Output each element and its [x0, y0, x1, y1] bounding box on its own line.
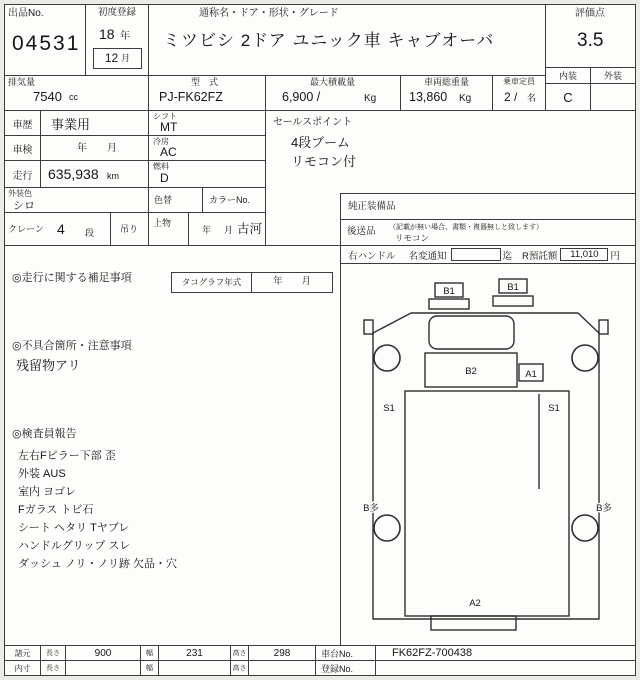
- mileage-note-label: ◎走行に関する補足事項: [12, 272, 132, 284]
- model-code-value: PJ-FK62FZ: [159, 90, 223, 104]
- registration-number-label: 登録No.: [321, 663, 354, 674]
- hoist-cell: [110, 212, 148, 245]
- sales-point-label: セールスポイント: [273, 117, 353, 128]
- genuine-equipment-label: 純正装備品: [348, 201, 396, 212]
- a1-label: A1: [525, 369, 537, 380]
- inner-height-label: 高さ: [232, 665, 247, 672]
- exterior-grade-cell: [590, 83, 635, 110]
- inspector-item: 外装 AUS: [18, 468, 66, 480]
- b-many-right-label: B多: [596, 503, 612, 514]
- chassis-label-cell: [315, 645, 375, 660]
- truck-top-view-diagram: [341, 264, 635, 645]
- inspection-label-cell: [5, 135, 40, 160]
- windshield: [429, 316, 514, 349]
- registration-value-cell: [375, 660, 635, 675]
- chassis-value-cell: [375, 645, 635, 660]
- inner-width-label: 幅: [146, 665, 153, 672]
- history-label-cell: [5, 110, 40, 135]
- shift-label: シフト: [153, 112, 177, 121]
- later-items-value: リモコン: [395, 233, 430, 243]
- mirror-right: [599, 320, 608, 334]
- later-items-label: 後送品: [347, 226, 376, 237]
- width-value-cell: [158, 645, 230, 660]
- handle-deposit-row: [340, 245, 635, 263]
- inspection-label: 車検: [12, 144, 33, 156]
- grade-value: 3.5: [577, 30, 604, 51]
- body-year-label: 年: [202, 225, 212, 235]
- first-registration-year: 18: [99, 26, 115, 42]
- crane-value: 4: [57, 221, 65, 237]
- inspector-item: 室内 ヨゴレ: [18, 486, 77, 498]
- wheel-rear-left: [374, 515, 400, 541]
- wheel-front-left: [374, 345, 400, 371]
- lot-number-label: 出品No.: [8, 8, 44, 19]
- s1-left-label: S1: [383, 403, 395, 414]
- inspection-value: 年 月: [77, 143, 117, 154]
- length-label: 長さ: [46, 650, 60, 657]
- model-code-label: 型 式: [191, 77, 219, 87]
- width-label-cell: [140, 645, 158, 660]
- b1-left-label: B1: [443, 286, 455, 297]
- a2-label: A2: [469, 598, 481, 609]
- notes-region: [5, 245, 340, 645]
- deposit-value: 11,010: [570, 249, 599, 260]
- grade-cell: [545, 5, 635, 67]
- capacity-label: 乗車定員: [503, 77, 535, 86]
- shift-value: MT: [160, 120, 178, 134]
- width-label: 幅: [146, 650, 153, 657]
- history-value-cell: [40, 110, 148, 135]
- later-items-cell: [340, 219, 635, 245]
- displacement-unit: cc: [69, 92, 78, 102]
- height-value: 298: [273, 647, 291, 659]
- exterior-color-value: シロ: [13, 200, 35, 212]
- sales-point-line-1: 4段ブーム: [291, 135, 350, 150]
- vehicle-name-value: ミツビシ 2ドア ユニック車 キャブオーバ: [163, 31, 495, 50]
- defects-value: 残留物アリ: [16, 358, 81, 373]
- registration-label-cell: [315, 660, 375, 675]
- first-registration-cell: [85, 5, 148, 75]
- max-load-label: 最大積載量: [310, 77, 356, 87]
- interior-header-cell: [545, 67, 590, 83]
- deposit-unit: 円: [610, 250, 620, 262]
- first-registration-month: 12: [104, 50, 119, 65]
- history-value: 事業用: [51, 116, 91, 132]
- capacity-value: 2 /: [504, 90, 518, 104]
- handle-position-label: 右ハンドル: [348, 250, 396, 262]
- gross-weight-cell: [400, 75, 492, 110]
- crane-cell: [5, 212, 110, 245]
- ac-value: AC: [160, 145, 177, 159]
- color-number-cell: [202, 187, 265, 212]
- inner-dims-label: 内寸: [14, 663, 31, 673]
- width-value: 231: [186, 647, 203, 659]
- inner-length-value-cell: [65, 660, 140, 675]
- mileage-value: 635,938: [48, 166, 99, 182]
- inspector-item: Fガラス トビ石: [18, 504, 94, 516]
- name-change-value-box: [451, 248, 501, 261]
- max-load-unit: Kg: [364, 93, 377, 104]
- body-month-label: 月: [224, 225, 234, 235]
- name-change-label: 名変通知: [408, 250, 447, 262]
- model-code-cell: [148, 75, 265, 110]
- lot-number-value: 04531: [12, 32, 81, 55]
- tachograph-value-box: [251, 272, 333, 293]
- lot-number-cell: [5, 5, 85, 75]
- rear-bumper: [431, 616, 516, 630]
- displacement-value: 7540: [33, 89, 62, 104]
- length-value-cell: [65, 645, 140, 660]
- height-label-cell: [230, 645, 248, 660]
- inspector-item: シート ヘタリ Tヤブレ: [18, 522, 130, 534]
- history-label: 車歴: [12, 119, 33, 131]
- inspector-report-label: ◎検査員報告: [12, 428, 77, 440]
- dims-label: 諸元: [14, 648, 31, 658]
- front-bumper-left: [429, 299, 469, 309]
- first-registration-month-suffix: 月: [121, 52, 131, 63]
- dims-label-cell: [5, 645, 40, 660]
- gross-weight-unit: Kg: [459, 93, 472, 104]
- crane-unit: 段: [85, 228, 95, 238]
- interior-grade-cell: [545, 83, 590, 110]
- first-registration-label: 初度登録: [98, 7, 137, 18]
- inner-width-label-cell: [140, 660, 158, 675]
- mileage-unit: km: [107, 171, 119, 181]
- chassis-number-label: 車台No.: [321, 648, 354, 659]
- genuine-equipment-cell: [340, 193, 635, 219]
- mirror-left: [364, 320, 373, 334]
- exterior-color-cell: [5, 187, 148, 212]
- color-change-label: 色替: [154, 195, 173, 205]
- inspector-item: ダッシュ ノリ・ノリ跡 欠品・穴: [18, 558, 178, 570]
- inner-height-label-cell: [230, 660, 248, 675]
- exterior-header-cell: [590, 67, 635, 83]
- color-change-cell: [148, 187, 202, 212]
- inspector-item: ハンドルグリップ スレ: [18, 540, 131, 552]
- tachograph-label: タコグラフ年式: [181, 276, 242, 287]
- mileage-label-cell: [5, 160, 40, 187]
- later-items-note: （記載が無い場合、書類・複器無しと致します）: [389, 224, 543, 231]
- crane-maker-cell: [188, 212, 265, 245]
- gross-weight-label: 車両総重量: [424, 77, 470, 87]
- vehicle-name-cell: [148, 5, 545, 75]
- ac-cell: [148, 135, 265, 160]
- height-label: 高さ: [232, 650, 247, 657]
- shift-cell: [148, 110, 265, 135]
- inner-length-label-cell: [40, 660, 65, 675]
- crane-maker-value: 古河: [237, 222, 263, 236]
- exterior-label: 外装: [603, 71, 622, 81]
- gross-weight-value: 13,860: [409, 90, 448, 104]
- sales-point-line-2: リモコン付: [291, 154, 357, 169]
- inspector-report-list: [18, 447, 177, 573]
- front-bumper-right: [493, 296, 533, 306]
- length-label-cell: [40, 645, 65, 660]
- b1-right-label: B1: [507, 282, 519, 293]
- inner-length-label: 長さ: [46, 665, 60, 672]
- deposit-label: R預託額: [522, 250, 558, 262]
- b2-label: B2: [465, 366, 477, 377]
- max-load-cell: [265, 75, 400, 110]
- fuel-value: D: [160, 171, 169, 185]
- body-type-label: 上物: [153, 218, 172, 228]
- first-registration-month-box: [93, 48, 142, 69]
- capacity-cell: [492, 75, 545, 110]
- fuel-cell: [148, 160, 265, 187]
- s1-right-label: S1: [548, 403, 560, 414]
- ac-label: 冷房: [153, 137, 169, 146]
- chassis-number-value: FK62FZ-700438: [392, 647, 473, 659]
- vehicle-diagram-cell: [340, 263, 635, 645]
- cargo-bed: [405, 391, 569, 616]
- inner-height-value-cell: [248, 660, 315, 675]
- interior-grade-value: C: [563, 89, 573, 105]
- max-load-value: 6,900 /: [282, 90, 321, 104]
- until-label: 迄: [502, 250, 513, 262]
- inner-width-value-cell: [158, 660, 230, 675]
- defects-label: ◎不具合箇所・注意事項: [12, 340, 132, 352]
- exterior-color-label: 外装色: [8, 189, 32, 198]
- fuel-label: 燃料: [153, 162, 169, 171]
- inner-dims-label-cell: [5, 660, 40, 675]
- capacity-unit: 名: [527, 93, 537, 103]
- b-many-left-label: B多: [363, 503, 379, 514]
- crane-label: クレーン: [8, 224, 44, 234]
- wheel-front-right: [572, 345, 598, 371]
- tachograph-value: 年 月: [272, 276, 311, 288]
- mileage-label: 走行: [12, 170, 33, 182]
- truck-body-outline: [373, 313, 599, 619]
- deposit-value-box: [560, 248, 608, 261]
- displacement-label: 排気量: [8, 77, 36, 87]
- first-registration-year-suffix: 年: [120, 31, 130, 42]
- tachograph-label-box: [171, 272, 252, 293]
- body-type-cell: [148, 212, 188, 245]
- wheel-rear-right: [572, 515, 598, 541]
- color-number-label: カラーNo.: [209, 195, 251, 205]
- displacement-cell: [5, 75, 148, 110]
- vehicle-name-label: 通称名・ドア・形状・グレード: [199, 8, 339, 19]
- inspector-item: 左右Fピラー下部 歪: [18, 450, 116, 462]
- length-value: 900: [94, 647, 112, 659]
- vehicle-auction-sheet: [4, 4, 636, 676]
- grade-label: 評価点: [575, 8, 605, 19]
- height-value-cell: [248, 645, 315, 660]
- mileage-value-cell: [40, 160, 148, 187]
- inspection-value-cell: [40, 135, 148, 160]
- hoist-label: 吊り: [120, 224, 139, 234]
- interior-label: 内装: [558, 71, 577, 81]
